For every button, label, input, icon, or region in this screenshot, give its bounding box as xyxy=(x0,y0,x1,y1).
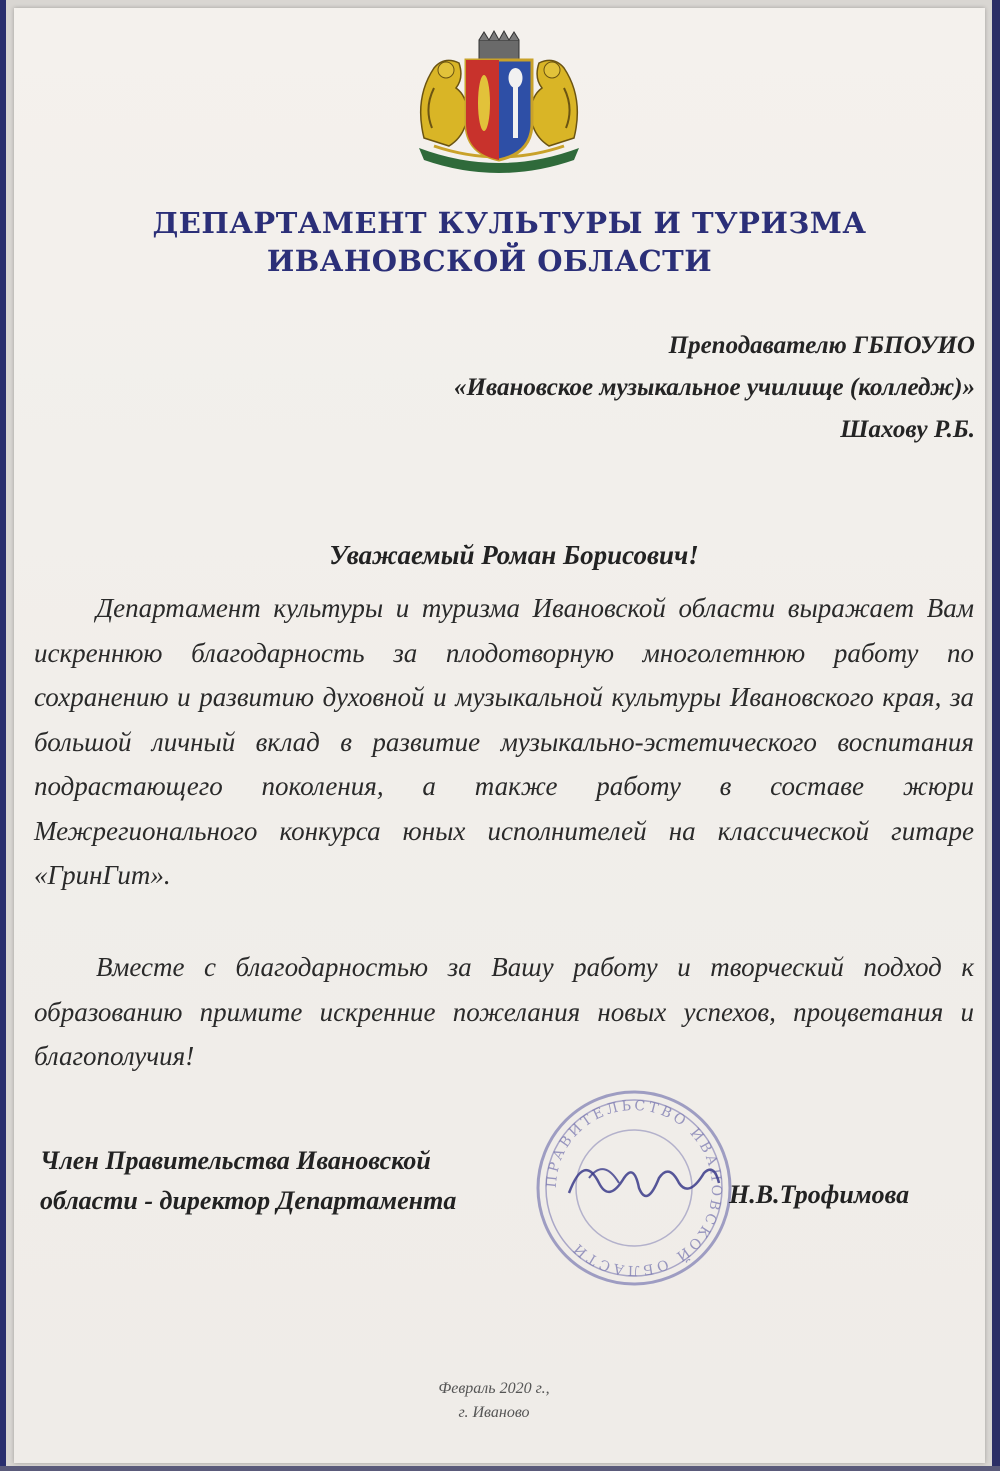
frame-right-border xyxy=(992,0,1000,1471)
addressee-position: Преподавателю ГБПОУИО xyxy=(668,332,975,359)
coat-of-arms-emblem xyxy=(404,28,594,173)
letter-paragraph-2: Вместе с благодарностью за Вашу работу и творческий подход к образованию примите искренние пожелания новых успехов, процветания и благополучия! xyxy=(34,952,974,1071)
letter-city: г. Иваново xyxy=(458,1404,530,1421)
signatory-title-line2: области - директор Департамента xyxy=(40,1186,457,1215)
letter-date: Февраль 2020 г., xyxy=(438,1380,550,1397)
addressee-name: Шахову Р.Б. xyxy=(840,416,975,443)
addressee-organization: «Ивановское музыкальное училище (колледж)» xyxy=(454,374,975,401)
seal-text: ПРАВИТЕЛЬСТВО ИВАНОВСКОЙ ОБЛАСТИ xyxy=(543,1097,725,1279)
signatory-title xyxy=(40,1141,456,1221)
official-seal-stamp xyxy=(529,1083,739,1293)
signatory-name: Н.В.Трофимова xyxy=(729,1180,910,1209)
frame-bottom-border xyxy=(0,1466,1000,1471)
department-name-line1: ДЕПАРТАМЕНТ КУЛЬТУРЫ И ТУРИЗМА xyxy=(152,206,867,240)
salutation: Уважаемый Роман Борисович! xyxy=(329,540,699,570)
letter-page xyxy=(14,8,985,1463)
signatory-title-line1: Член Правительства Ивановской xyxy=(40,1146,431,1175)
letter-paragraph-1: Департамент культуры и туризма Ивановской области выражает Вам искреннюю благодарность за плодотворную многолетнюю работу по сохранению и развитию духовной и музыкальной культуры Ивановского края, за большой личный вклад в развитие музыкально-эстетического воспитания подрастающего поколения, а также работу в составе жюри Межрегионального конкурса юных исполнителей на классической гитаре «ГринГит». xyxy=(34,593,974,890)
frame-left-border xyxy=(0,0,6,1471)
department-name-line2: ИВАНОВСКОЙ ОБЛАСТИ xyxy=(266,244,713,278)
